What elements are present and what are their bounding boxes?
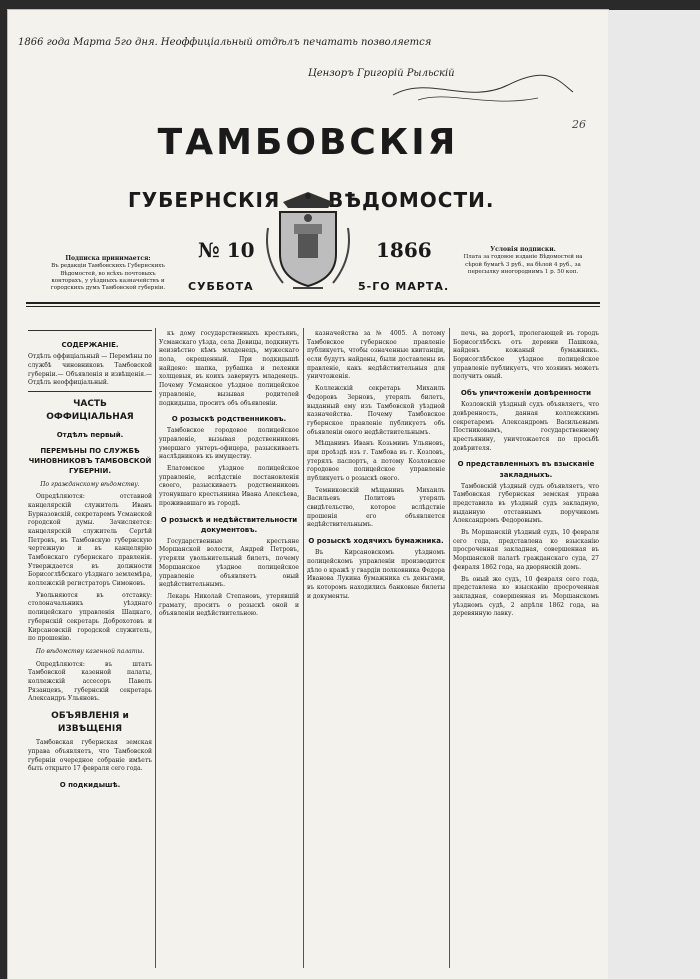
article-paragraph: Тамбовскій уѣздный судъ объявляетъ, что Тамбовская губернская земская управа представила въ уѣздный судъ закладную, выданную отставнымъ поручикомъ Александромъ Федоровымъ. [453,482,599,525]
article-paragraph: Увольняются въ отставку: столоначальникъ уѣзднаго полицейскаго управленія Шацкаго, губернскій секретарь Доброхотовъ и Кирсановскій городской служитель, по прошенію. [28,591,152,643]
article-paragraph: Государственные крестьяне Моршанской волости, Андрей Петровъ, утеряли увольнительный билетъ, почему Моршанское уѣздное полицейское управленіе объявляетъ оный недѣйствительнымъ. [159,537,299,589]
section-note: По гражданскому вѣдомству. [40,480,140,488]
scan-margin [608,10,700,979]
table-of-contents [28,330,152,392]
newspaper-page [8,10,608,979]
signature-flourish [388,70,578,110]
issue-year: 1866 [376,238,432,262]
article-paragraph: Опредѣляются: отставной канцелярскій служитель Иванъ Бурназовскій, секретаремъ Усманской городской думы. Зачисляется: канцелярскій служитель Сергѣй Петровъ, въ Тамбовскую губернскую чертежную и въ канцелярію Тамбовскаго губернскаго правленія. Утверждается въ должности Борисоглѣбскаго уѣзднаго землемѣра, коллежскій регистраторъ Симоновъ. [28,493,152,588]
article-paragraph: Тамбовское городовое полицейское управленіе, вызывая родственниковъ умершаго унтеръ-офицера, разыскиваетъ наслѣдниковъ къ имуществу. [159,427,299,461]
article-paragraph: Тамбовская губернская земская управа объявляетъ, что Тамбовской губерніи очередное собраніе имѣетъ быть открыто 17 февраля сего года. [28,739,152,773]
handwriting-line-1: 1866 года Марта 5го дня. Неоффиціальный отдѣлъ печатать позволяется [18,37,432,48]
contents-text: Отдѣлъ оффиціальный — Перемѣны по службѣ чиновниковъ Тамбовской губерніи.— Объявленія и извѣщенія.— Отдѣлъ неоффиціальный. [28,353,152,387]
column-divider [155,328,156,968]
article-paragraph: къ дому государственныхъ крестьянъ, Усманскаго уѣзда, села Девицы, подкинутъ неизвѣстно кѣмъ младенецъ, мужескаго пола, окрещенный. При подкидышѣ найдено: шапка, рубашка и пеленки холщевыя, въ коихъ завернутъ младенецъ. Почему Усманское уѣздное полицейское управленіе, вызывая родителей подкидыша, проситъ объ объявленіи. [159,330,299,407]
subscription-info-left: Подписка принимается: Въ редакціи Тамбовскихъ Губернскихъ Вѣдомостей, во всѣхъ почтовыхъ конторахъ, у уѣздныхъ казначействъ и городскихъ думъ Тамбовской губерніи. [50,255,166,292]
article-paragraph: печь, на дорогѣ, пролегающей въ городъ Борисоглѣбскъ отъ деревни Пашкова, найденъ кожаный бумажникъ. Борисоглѣбское уѣздное полицейское управленіе публикуетъ, что хозяинъ можетъ получить оный. [453,330,599,381]
article-paragraph: Мѣщанинъ Иванъ Козьминъ Ульяновъ, при проѣздѣ изъ г. Тамбова въ г. Козловъ, утерялъ паспортъ, а потому Козловское городовое полицейское управленіе публикуетъ о розыскѣ оного. [307,440,445,482]
official-part-subheading: Отдѣлъ первый. [56,430,124,439]
power-of-attorney-heading: Объ упичтоженіи довѣренности [460,389,592,398]
article-paragraph: Опредѣляются: въ штатъ Тамбовской казенной палаты, коллежскій ассесоръ Павелъ Рязанцевъ, губернскій секретарь Александръ Ульяновъ. [28,660,152,703]
issue-weekday: СУББОТА [188,280,254,293]
masthead-subtitle-left: ГУБЕРНСКІЯ [128,188,281,212]
subscription-info-right: Условія подписки. Плата за годовое изданіе Вѣдомостей на сѣрой бумагѣ 3 руб., на бѣлой 4 руб., за пересылку иногороднимъ 1 р. 50 коп. [463,246,583,275]
column-divider [303,328,304,968]
article-paragraph: Въ Кирсановскомъ уѣздномъ полицейскомъ управленіи производится дѣло о кражѣ у гвардіи полковника Федора Иванова Лукина бумажника съ деньгами, въ которомъ находились банковые билеты и документы. [307,549,445,600]
relatives-search-heading: О розыскѣ родственниковъ. [171,415,287,424]
column-2 [159,330,299,622]
handwritten-censor-note [18,36,598,49]
masthead-title: ТАМБОВСКІЯ [157,122,459,163]
article-paragraph: казначейства за № 4005. А потому Тамбовское губернское правленіе публикуетъ, чтобы означенные квитанціи, если будутъ найдены, были доставлены въ правленіе, какъ недѣйствительныя для уничтоженія. [307,330,445,381]
article-paragraph: Коллежскій секретарь Михаилъ Федоровъ Зерновъ, утерялъ билетъ, выданный ему изъ Тамбовской уѣздной казначейства. Почему Тамбовское губернское правленіе публикуетъ объ объявленіи оного недѣйствительнымъ. [307,385,445,436]
column-4 [453,330,599,622]
handwritten-censor-signature: Цензоръ Григорій Рыльскій [308,68,455,79]
masthead-rule-thin [26,306,600,307]
contents-heading: СОДЕРЖАНІЕ. [61,341,119,349]
article-paragraph: Темниковскій мѣщанинъ Михаилъ Васильевъ Политовъ утерялъ свидѣтельство, которое вслѣдствіе прошенія его объявляется недѣйствительнымъ. [307,486,445,529]
service-changes-heading: ПЕРЕМѢНЫ ПО СЛУЖБѢ ЧИНОВНИКОВЪ ТАМБОВСКОЙ ГУБЕРНІИ. [28,447,152,476]
page-number-handwritten: 26 [572,118,586,131]
announcements-heading: ОБЪЯВЛЕНІЯ и ИЗВѢЩЕНІЯ [51,711,129,735]
article-paragraph: Лекарь Николай Степановъ, утерявшій грамату, проситъ о розыскѣ оной и объявленіи недѣйствительною. [159,592,299,618]
article-paragraph: Козловскій уѣздный судъ объявляетъ, что довѣренность, данная коллежскимъ секретаремъ Александромъ Васильевымъ Постниковымъ, государственному крестьянину, уничтожается по просьбѣ довѣрителя. [453,401,599,452]
masthead-rule [26,302,600,304]
wallet-search-heading: О розыскѣ ходячихъ бумажника. [308,537,444,546]
issue-date: 5-ГО МАРТА. [358,280,450,293]
documents-search-heading: О розыскѣ и недѣйствительности документовъ. [160,515,298,534]
article-paragraph: Въ оный же судъ, 10 февраля сего года, представлена ко взысканію просроченная закладная, совершенная въ Моршанскомъ уѣздномъ судѣ, 2 апрѣля 1862 года, на деревянную лавку. [453,575,599,618]
mortgages-heading: О представленныхъ въ взысканіе закладныхъ. [457,460,595,479]
column-divider [449,328,450,968]
masthead-subtitle-right: ВѢДОМОСТИ. [328,188,495,212]
article-paragraph: Въ Моршанскій уѣздный судъ, 10 февраля сего года, представлена ко взысканію просроченная закладная, совершенная въ Моршанской палатѣ гражданскаго суда, 27 февраля 1862 года, на дворянскій домъ. [453,529,599,571]
article-paragraph: Елатомское уѣздное полицейское управленіе, вслѣдствіе постановленія своего, разыскиваетъ родственниковъ утонувшаго крестьянина Ивана Алексѣева, проживавшаго въ городѣ. [159,465,299,507]
issue-number: № 10 [198,238,255,262]
coat-of-arms-emblem [258,188,358,298]
column-1 [28,330,152,793]
section-note: По вѣдомству казенной палаты. [35,647,145,655]
foundling-heading: О подкидышѣ. [59,780,121,789]
official-part-heading: ЧАСТЬ ОФФИЦІАЛЬНАЯ [46,398,134,422]
column-3 [307,330,445,604]
